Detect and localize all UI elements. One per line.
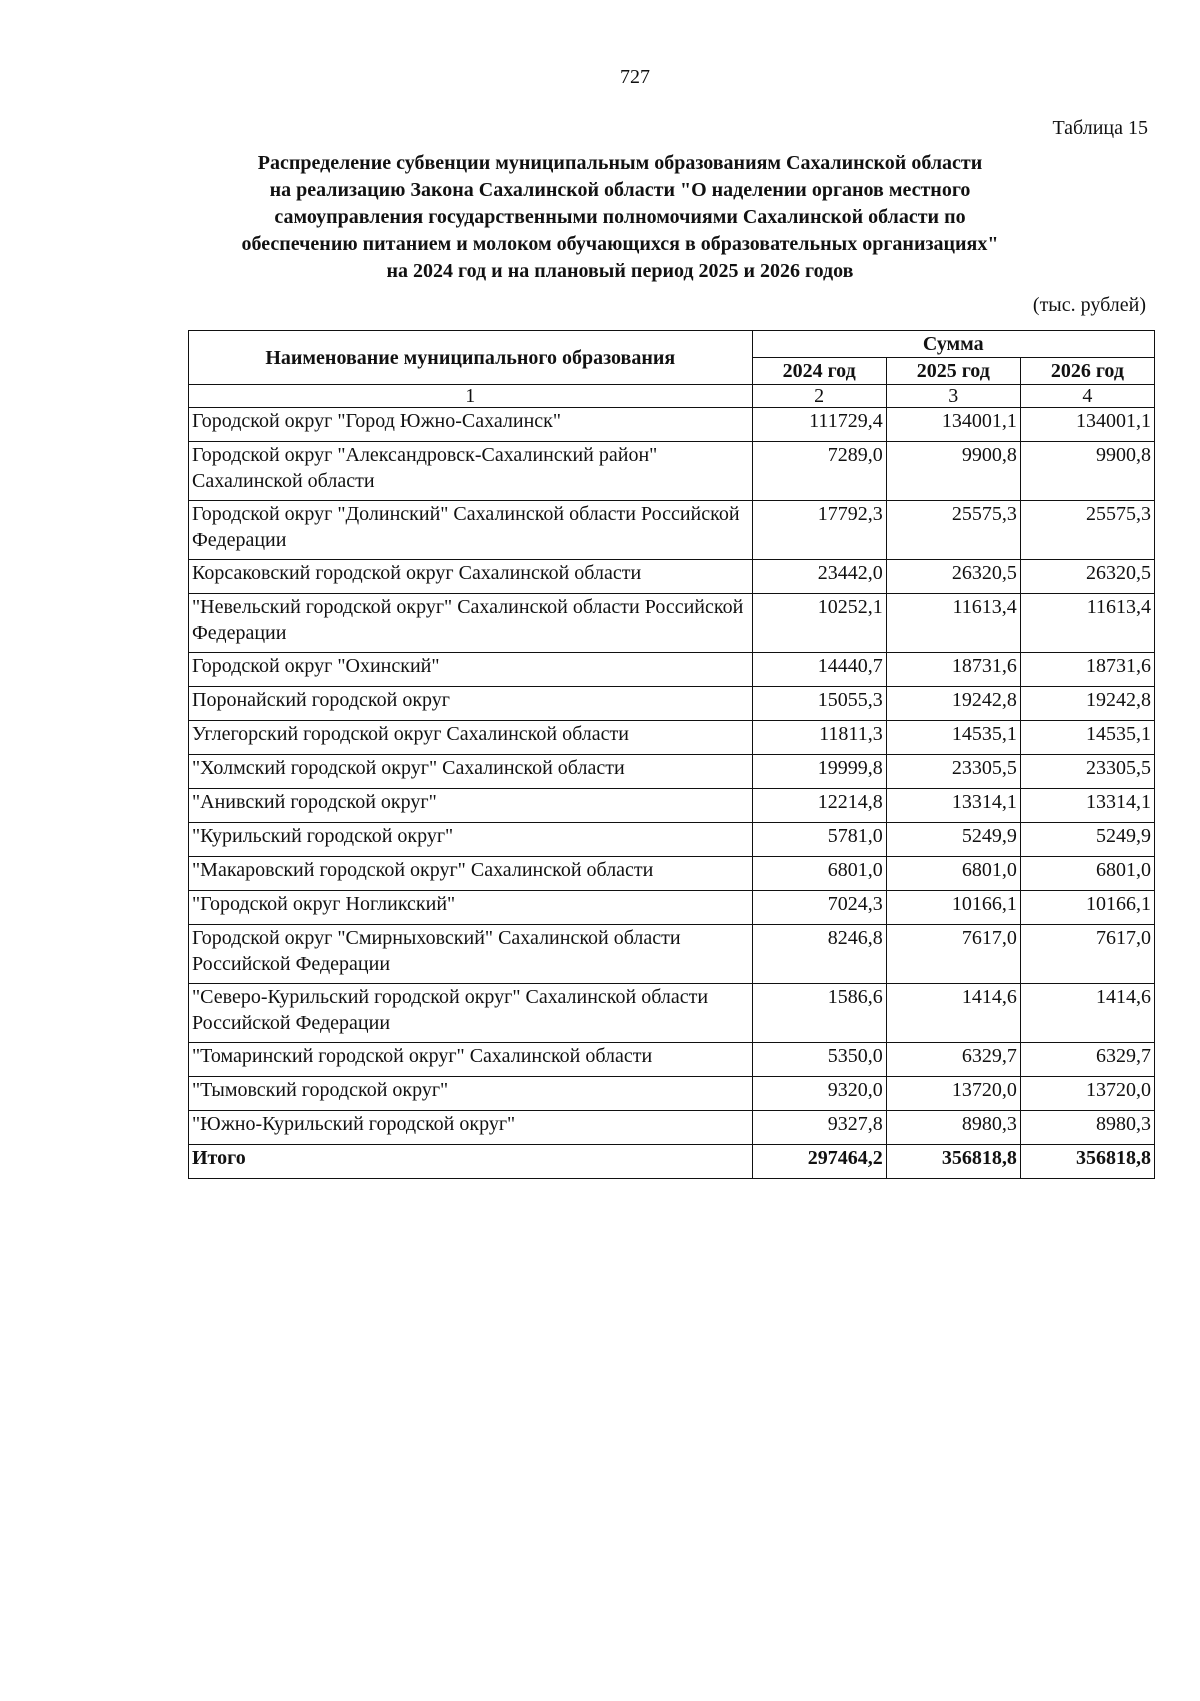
table-row xyxy=(189,1111,1155,1145)
title-line: самоуправления государственными полномочиями Сахалинской области по xyxy=(274,206,966,228)
municipality-name: "Тымовский городской округ" xyxy=(189,1077,753,1111)
document-title xyxy=(170,150,1070,285)
column-index: 4 xyxy=(1020,385,1154,408)
value-2026: 10166,1 xyxy=(1020,891,1154,925)
value-2025: 9900,8 xyxy=(886,442,1020,501)
value-2026: 8980,3 xyxy=(1020,1111,1154,1145)
value-2024: 14440,7 xyxy=(752,653,886,687)
table-row xyxy=(189,789,1155,823)
total-label: Итого xyxy=(189,1145,753,1179)
value-2026: 14535,1 xyxy=(1020,721,1154,755)
value-2024: 6801,0 xyxy=(752,857,886,891)
value-2024: 23442,0 xyxy=(752,560,886,594)
municipality-name: "Анивский городской округ" xyxy=(189,789,753,823)
value-2024: 9327,8 xyxy=(752,1111,886,1145)
table-row xyxy=(189,925,1155,984)
municipality-name: Корсаковский городской округ Сахалинской области xyxy=(189,560,753,594)
municipality-name: "Южно-Курильский городской округ" xyxy=(189,1111,753,1145)
value-2026: 13314,1 xyxy=(1020,789,1154,823)
municipality-name: "Курильский городской округ" xyxy=(189,823,753,857)
value-2025: 23305,5 xyxy=(886,755,1020,789)
value-2024: 19999,8 xyxy=(752,755,886,789)
value-2024: 111729,4 xyxy=(752,408,886,442)
table-row xyxy=(189,594,1155,653)
value-2025: 26320,5 xyxy=(886,560,1020,594)
column-index: 2 xyxy=(752,385,886,408)
value-2026: 26320,5 xyxy=(1020,560,1154,594)
table-row xyxy=(189,560,1155,594)
value-2024: 5350,0 xyxy=(752,1043,886,1077)
municipality-name: Городской округ "Александровск-Сахалинский район" Сахалинской области xyxy=(189,442,753,501)
value-2026: 11613,4 xyxy=(1020,594,1154,653)
municipality-name: "Макаровский городской округ" Сахалинской области xyxy=(189,857,753,891)
column-index: 3 xyxy=(886,385,1020,408)
value-2024: 9320,0 xyxy=(752,1077,886,1111)
value-2025: 13720,0 xyxy=(886,1077,1020,1111)
value-2025: 5249,9 xyxy=(886,823,1020,857)
value-2025: 1414,6 xyxy=(886,984,1020,1043)
table-row xyxy=(189,1043,1155,1077)
total-row xyxy=(189,1145,1155,1179)
municipality-name: "Городской округ Ногликский" xyxy=(189,891,753,925)
value-2024: 5781,0 xyxy=(752,823,886,857)
value-2025: 14535,1 xyxy=(886,721,1020,755)
title-line: обеспечению питанием и молоком обучающихся в образовательных организациях" xyxy=(241,233,999,255)
value-2026: 6329,7 xyxy=(1020,1043,1154,1077)
value-2025: 18731,6 xyxy=(886,653,1020,687)
title-line: на реализацию Закона Сахалинской области "О наделении органов местного xyxy=(269,179,971,201)
value-2026: 7617,0 xyxy=(1020,925,1154,984)
value-2025: 7617,0 xyxy=(886,925,1020,984)
value-2024: 15055,3 xyxy=(752,687,886,721)
municipality-name: Поронайский городской округ xyxy=(189,687,753,721)
header-sum: Сумма xyxy=(752,331,1154,358)
table-row xyxy=(189,501,1155,560)
header-name: Наименование муниципального образования xyxy=(189,331,753,385)
table-row xyxy=(189,755,1155,789)
value-2025: 13314,1 xyxy=(886,789,1020,823)
header-year-2026: 2026 год xyxy=(1020,358,1154,385)
table-row xyxy=(189,891,1155,925)
municipality-name: Городской округ "Долинский" Сахалинской области Российской Федерации xyxy=(189,501,753,560)
municipality-name: Городской округ "Охинский" xyxy=(189,653,753,687)
value-2024: 7024,3 xyxy=(752,891,886,925)
total-2025: 356818,8 xyxy=(886,1145,1020,1179)
value-2025: 11613,4 xyxy=(886,594,1020,653)
title-line: на 2024 год и на плановый период 2025 и 2026 годов xyxy=(386,260,854,282)
value-2025: 6329,7 xyxy=(886,1043,1020,1077)
value-2026: 9900,8 xyxy=(1020,442,1154,501)
value-2026: 5249,9 xyxy=(1020,823,1154,857)
municipality-name: Городской округ "Смирныховский" Сахалинской области Российской Федерации xyxy=(189,925,753,984)
table-row xyxy=(189,1077,1155,1111)
table-row xyxy=(189,721,1155,755)
table-row xyxy=(189,984,1155,1043)
value-2025: 25575,3 xyxy=(886,501,1020,560)
municipality-name: "Северо-Курильский городской округ" Сахалинской области Российской Федерации xyxy=(189,984,753,1043)
municipality-name: Городской округ "Город Южно-Сахалинск" xyxy=(189,408,753,442)
value-2024: 8246,8 xyxy=(752,925,886,984)
value-2025: 19242,8 xyxy=(886,687,1020,721)
value-2025: 10166,1 xyxy=(886,891,1020,925)
value-2026: 1414,6 xyxy=(1020,984,1154,1043)
value-2026: 18731,6 xyxy=(1020,653,1154,687)
title-line: Распределение субвенции муниципальным образованиям Сахалинской области xyxy=(257,152,983,174)
total-2026: 356818,8 xyxy=(1020,1145,1154,1179)
value-2024: 11811,3 xyxy=(752,721,886,755)
value-2026: 23305,5 xyxy=(1020,755,1154,789)
table-row xyxy=(189,687,1155,721)
value-2024: 7289,0 xyxy=(752,442,886,501)
table-row xyxy=(189,653,1155,687)
value-2025: 8980,3 xyxy=(886,1111,1020,1145)
value-2026: 6801,0 xyxy=(1020,857,1154,891)
value-2026: 13720,0 xyxy=(1020,1077,1154,1111)
value-2025: 6801,0 xyxy=(886,857,1020,891)
table-row xyxy=(189,442,1155,501)
header-year-2025: 2025 год xyxy=(886,358,1020,385)
municipality-name: "Холмский городской округ" Сахалинской области xyxy=(189,755,753,789)
total-2024: 297464,2 xyxy=(752,1145,886,1179)
value-2024: 17792,3 xyxy=(752,501,886,560)
municipality-name: Углегорский городской округ Сахалинской области xyxy=(189,721,753,755)
column-index: 1 xyxy=(189,385,753,408)
table-row xyxy=(189,857,1155,891)
value-2024: 12214,8 xyxy=(752,789,886,823)
municipality-name: "Невельский городской округ" Сахалинской области Российской Федерации xyxy=(189,594,753,653)
table-row xyxy=(189,408,1155,442)
value-2026: 19242,8 xyxy=(1020,687,1154,721)
header-year-2024: 2024 год xyxy=(752,358,886,385)
table-row xyxy=(189,823,1155,857)
value-2025: 134001,1 xyxy=(886,408,1020,442)
table-label: Таблица 15 xyxy=(1052,117,1148,139)
value-2024: 10252,1 xyxy=(752,594,886,653)
municipality-name: "Томаринский городской округ" Сахалинской области xyxy=(189,1043,753,1077)
value-2024: 1586,6 xyxy=(752,984,886,1043)
value-2026: 134001,1 xyxy=(1020,408,1154,442)
units-label: (тыс. рублей) xyxy=(1032,294,1146,316)
page-number: 727 xyxy=(620,66,650,88)
subvention-table xyxy=(188,330,1155,1179)
value-2026: 25575,3 xyxy=(1020,501,1154,560)
